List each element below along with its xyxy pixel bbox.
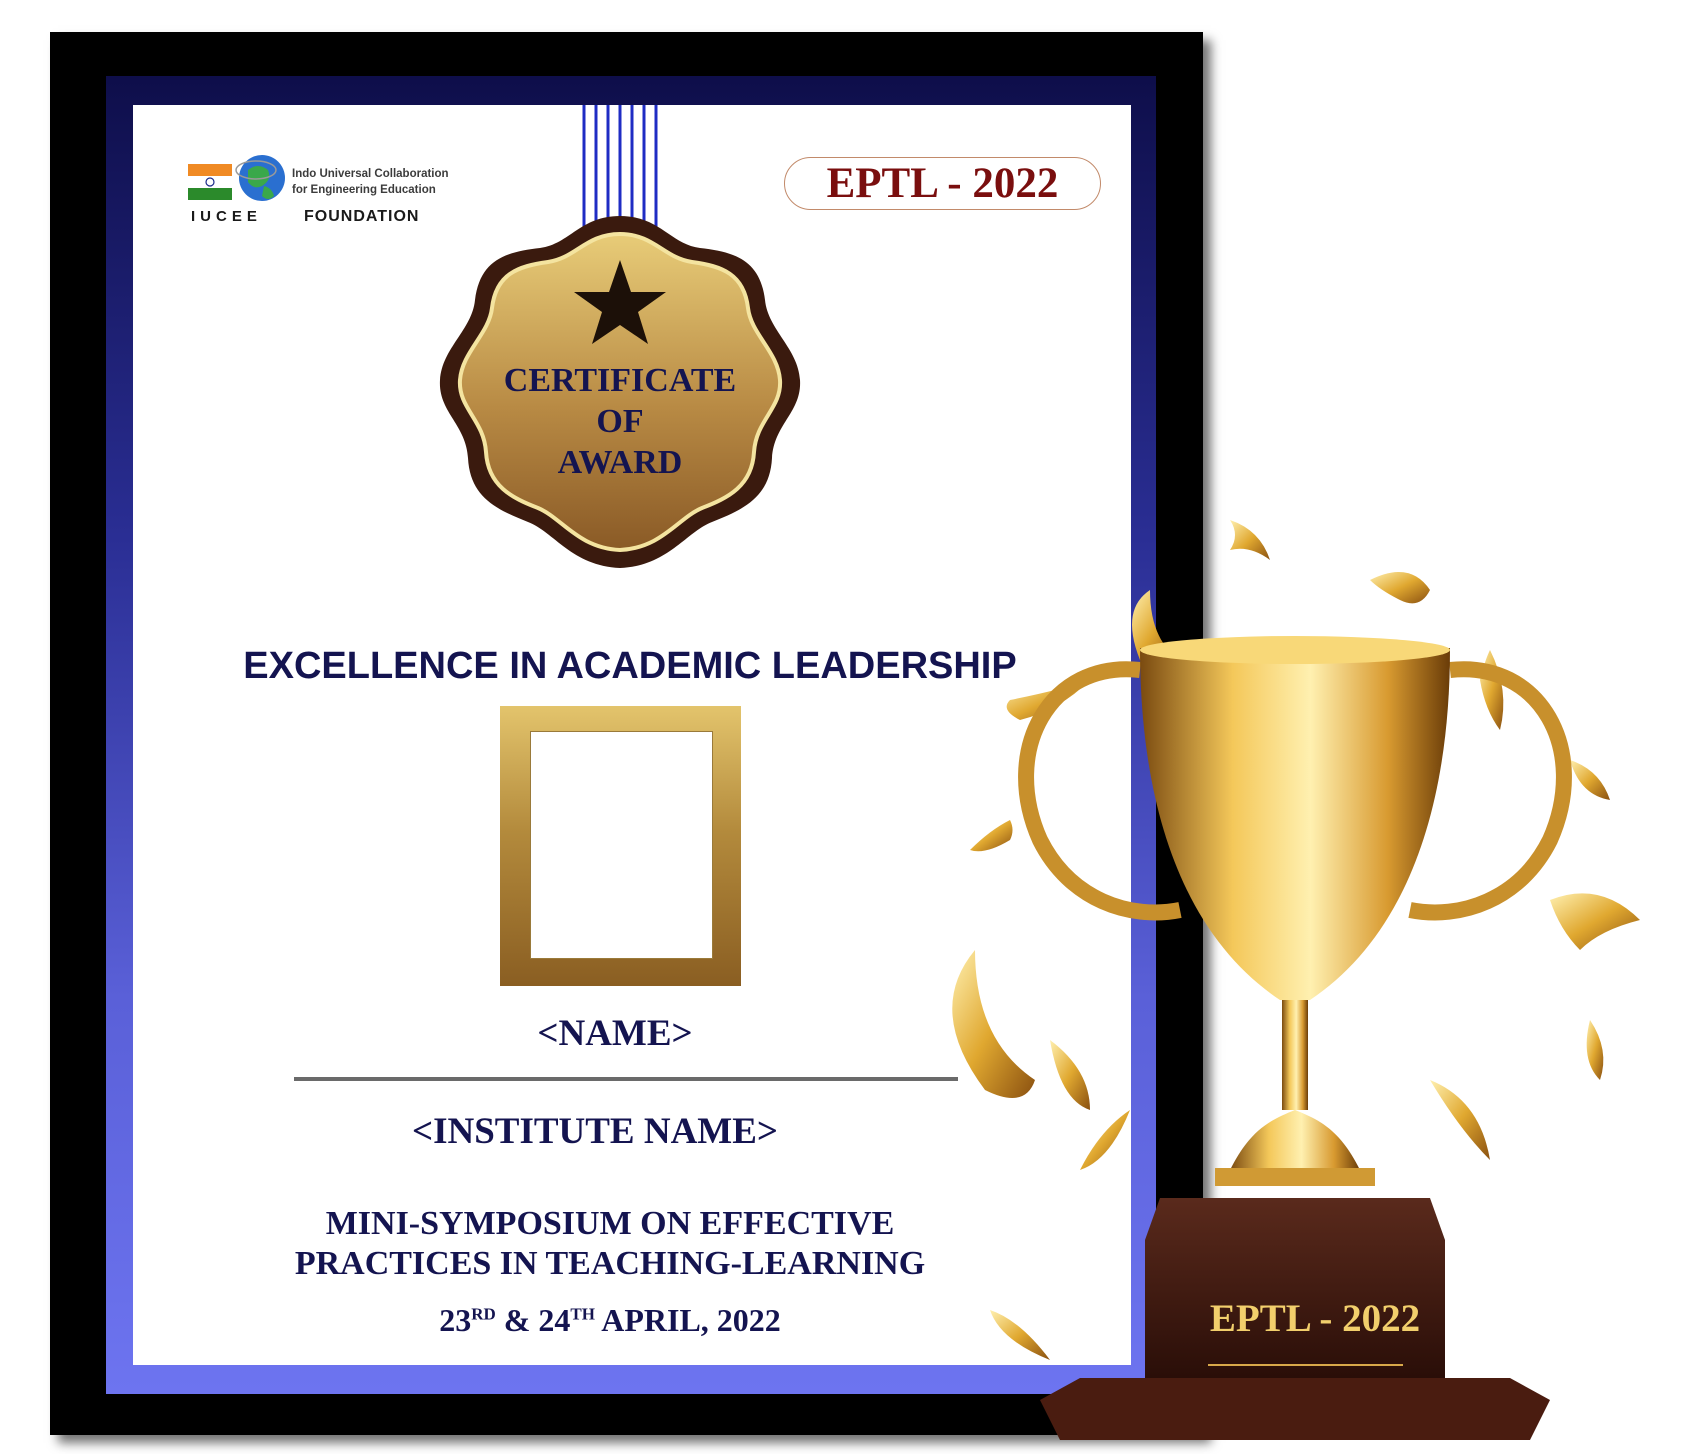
date-sup1: RD: [471, 1304, 496, 1324]
logo-acronym: IUCEE: [191, 208, 262, 225]
date-mid: & 24: [495, 1302, 571, 1338]
logo-text-line1: Indo Universal Collaboration: [292, 168, 449, 180]
recipient-name: <NAME>: [537, 1013, 693, 1054]
trophy-plaque-line: [1208, 1364, 1403, 1366]
recipient-institute: <INSTITUTE NAME>: [412, 1111, 778, 1152]
seal-text: [470, 360, 770, 483]
seal-line2: OF: [596, 403, 644, 440]
seal-line1: CERTIFICATE: [503, 362, 737, 399]
event-date: [300, 1302, 920, 1339]
date-day1: 23: [439, 1302, 472, 1338]
award-title: EXCELLENCE IN ACADEMIC LEADERSHIP: [243, 645, 1017, 687]
photo-placeholder: [530, 731, 713, 959]
date-rest: APRIL, 2022: [594, 1302, 781, 1338]
logo-text-line2: for Engineering Education: [292, 184, 436, 196]
event-title-line2: PRACTICES IN TEACHING-LEARNING: [294, 1245, 926, 1282]
name-divider: [294, 1077, 958, 1081]
trophy-plaque-label: EPTL - 2022: [1209, 1297, 1421, 1340]
seal-line3: AWARD: [557, 444, 683, 481]
event-badge: EPTL - 2022: [784, 157, 1101, 210]
event-title-line1: MINI-SYMPOSIUM ON EFFECTIVE: [325, 1205, 895, 1242]
date-sup2: TH: [570, 1304, 595, 1324]
logo-foundation: FOUNDATION: [304, 208, 420, 225]
